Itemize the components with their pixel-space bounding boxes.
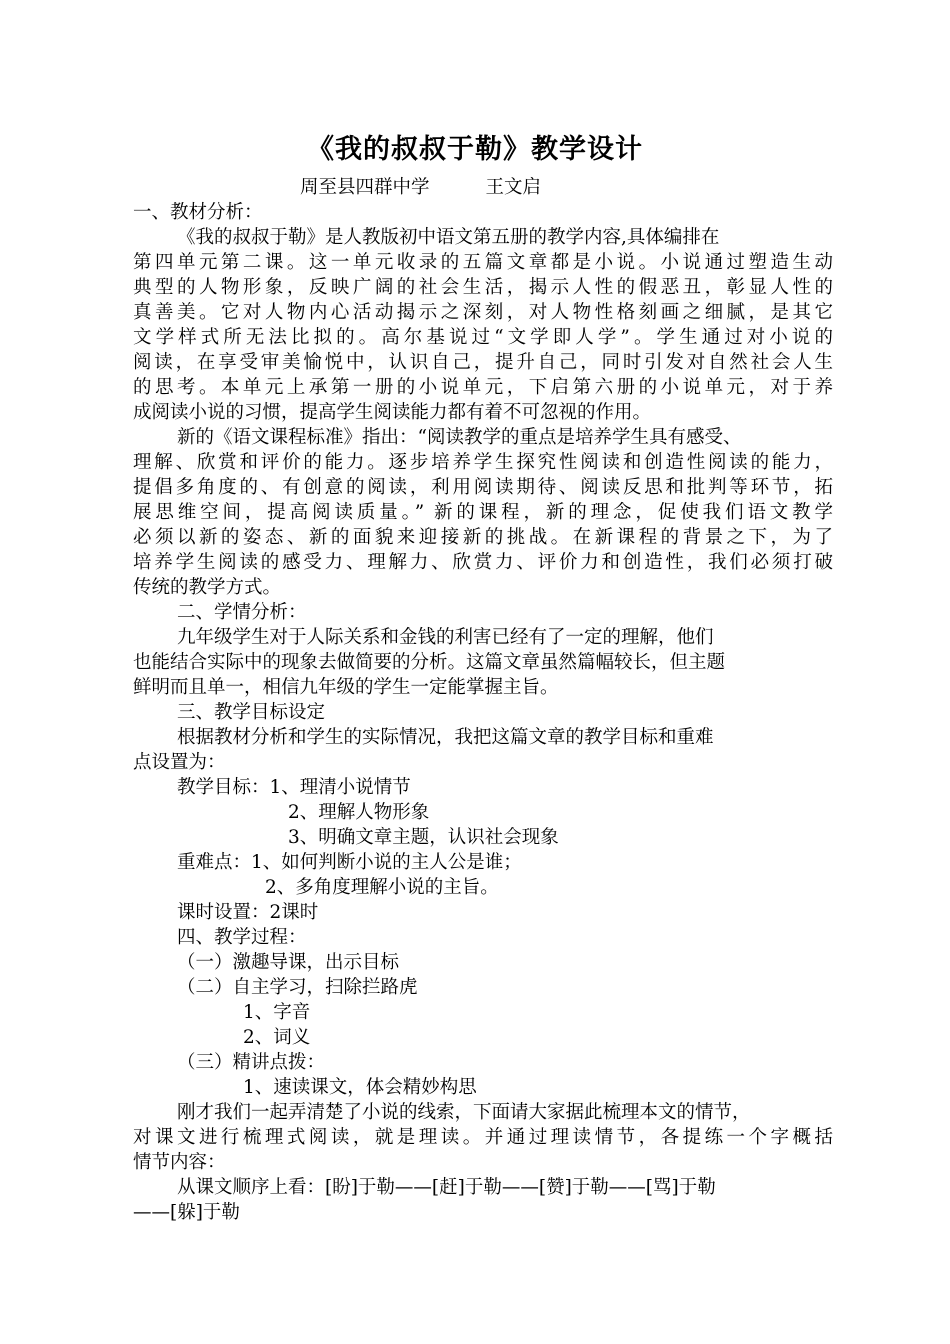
- paragraph-line: 典型的人物形象，反映广阔的社会生活，揭示人性的假恶丑，彰显人性的: [133, 277, 833, 298]
- list-item: （一）激趣导课，出示目标: [177, 952, 400, 973]
- paragraph-line: 也能结合实际中的现象去做简要的分析。这篇文章虽然篇幅较长，但主题: [133, 652, 726, 673]
- list-item: 3、明确文章主题，认识社会现象: [288, 827, 559, 848]
- paragraph-line: 情节内容：: [133, 1152, 226, 1173]
- paragraph-line: 从课文顺序上看：[盼]于勒——[赶]于勒——[赞]于勒——[骂]于勒: [177, 1177, 716, 1198]
- list-item: 教学目标：1、理清小说情节: [177, 777, 411, 798]
- paragraph-line: 第四单元第二课。这一单元收录的五篇文章都是小说。小说通过塑造生动: [133, 252, 833, 273]
- paragraph-line: 根据教材分析和学生的实际情况，我把这篇文章的教学目标和重难: [177, 727, 714, 748]
- section-heading: 二、学情分析：: [177, 602, 307, 623]
- paragraph-line: 阅读，在享受审美愉悦中，认识自己，提升自己，同时引发对自然社会人生: [133, 352, 833, 373]
- section-heading: 三、教学目标设定: [177, 702, 326, 723]
- paragraph-line: 提倡多角度的、有创意的阅读，利用阅读期待、阅读反思和批判等环节，拓: [133, 477, 833, 498]
- paragraph-line: 九年级学生对于人际关系和金钱的利害已经有了一定的理解，他们: [177, 627, 714, 648]
- paragraph-line: 展思维空间，提高阅读质量。” 新的课程，新的理念，促使我们语文教学: [133, 502, 833, 523]
- paragraph-line: 培养学生阅读的感受力、理解力、欣赏力、评价力和创造性，我们必须打破: [133, 552, 833, 573]
- paragraph-line: 课时设置：2课时: [177, 902, 319, 923]
- paragraph-line: 理解、欣赏和评价的能力。逐步培养学生探究性阅读和创造性阅读的能力，: [133, 452, 833, 473]
- paragraph-line: 新的《语文课程标准》指出：“阅读教学的重点是培养学生具有感受、: [177, 427, 742, 448]
- paragraph-line: 成阅读小说的习惯，提高学生阅读能力都有着不可忽视的作用。: [133, 402, 652, 423]
- section-heading: 四、教学过程：: [177, 927, 307, 948]
- paragraph-line: 对课文进行梳理式阅读，就是理读。并通过理读情节，各提练一个字概括: [133, 1127, 833, 1148]
- paragraph-line: 必须以新的姿态、新的面貌来迎接新的挑战。在新课程的背景之下，为了: [133, 527, 833, 548]
- author-line: [300, 175, 541, 200]
- list-item: 重难点：1、如何判断小说的主人公是谁；: [177, 852, 522, 873]
- paragraph-line: ——[躲]于勒: [133, 1202, 240, 1223]
- paragraph-line: 刚才我们一起弄清楚了小说的线索，下面请大家据此梳理本文的情节，: [177, 1102, 751, 1123]
- list-item: 2、多角度理解小说的主旨。: [265, 877, 499, 898]
- list-item: （三）精讲点拨：: [177, 1052, 326, 1073]
- paragraph-line: 鲜明而且单一，相信九年级的学生一定能掌握主旨。: [133, 677, 559, 698]
- list-item: 1、速读课文，体会精妙构思: [243, 1077, 477, 1098]
- paragraph-line: 点设置为：: [133, 752, 226, 773]
- section-heading: 一、教材分析：: [133, 202, 263, 223]
- list-item: 2、词义: [243, 1027, 311, 1048]
- author-name: 王文启: [485, 177, 542, 198]
- paragraph-line: 的思考。本单元上承第一册的小说单元，下启第六册的小说单元，对于养: [133, 377, 833, 398]
- list-item: （二）自主学习，扫除拦路虎: [177, 977, 418, 998]
- paragraph-line: 传统的教学方式。: [133, 577, 282, 598]
- list-item: 1、字音: [243, 1002, 311, 1023]
- list-item: 2、理解人物形象: [288, 802, 430, 823]
- paragraph-line: 真善美。它对人物内心活动揭示之深刻，对人物性格刻画之细腻，是其它: [133, 302, 833, 323]
- document-title: 《我的叔叔于勒》教学设计: [307, 134, 643, 165]
- paragraph-line: 《我的叔叔于勒》是人教版初中语文第五册的教学内容,具体编排在: [177, 227, 720, 248]
- paragraph-line: 文学样式所无法比拟的。高尔基说过“文学即人学”。学生通过对小说的: [133, 327, 833, 348]
- author-school: 周至县四群中学: [300, 177, 430, 198]
